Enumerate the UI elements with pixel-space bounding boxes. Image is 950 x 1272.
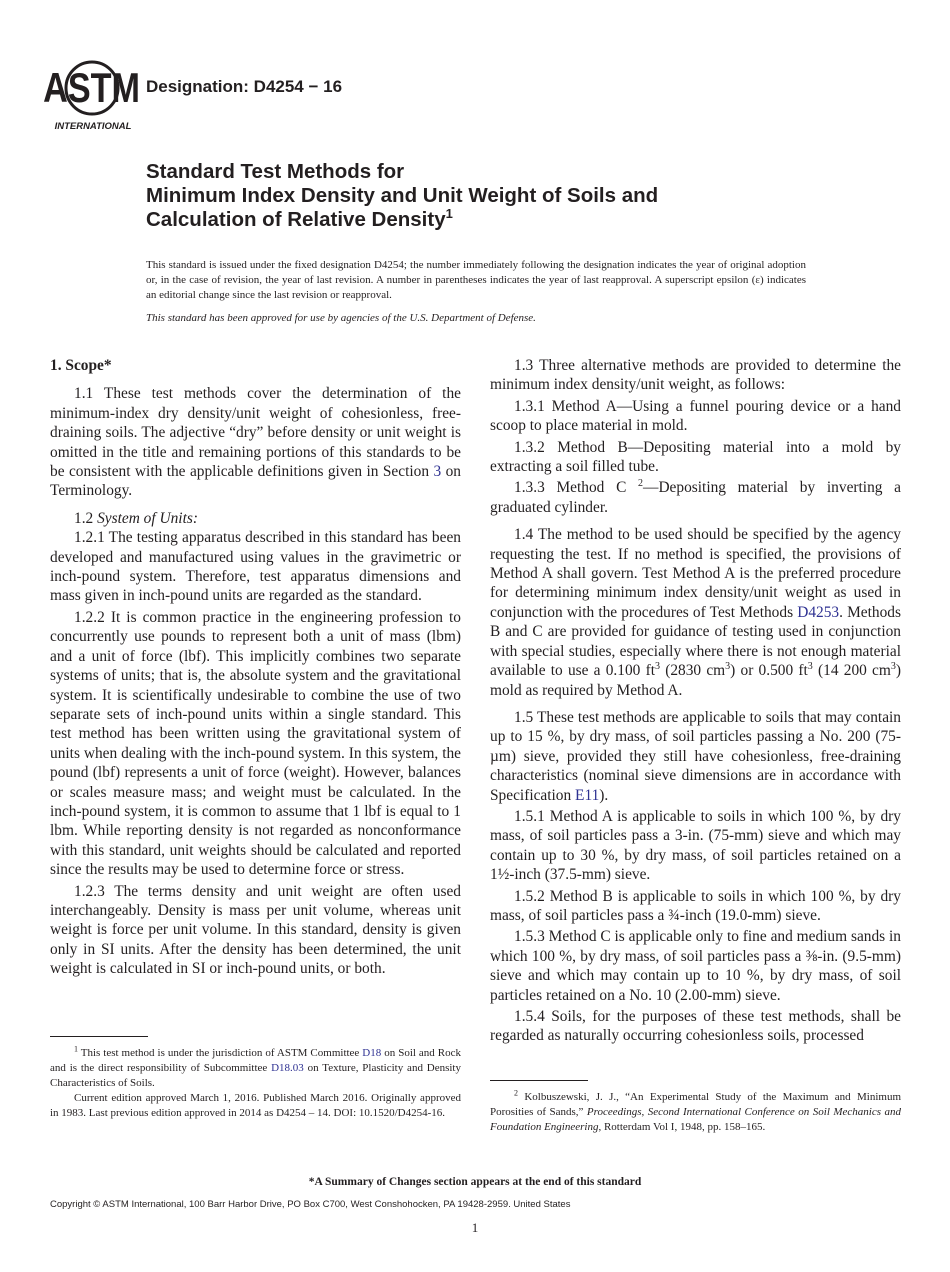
designation: Designation: D4254 − 16 [146,77,343,96]
text: ) or 0.500 ft [730,662,808,680]
text: 1.5.4 Soils, for the purposes of these test methods, shall be regarded as naturally occurring cohesionless soils, processed [490,1008,901,1045]
text: (2830 cm [660,662,726,680]
text: 1.5 These test methods are applicable to soils that may contain up to 15 %, by dry mass, of soil particles passing a No. 200 (75-µm) sieve, provided they still have cohesionless, free-draining characteristics (nominal sieve dimensions are in accordance with Specification [490,708,901,804]
text: 1.2.1 The testing apparatus described in this standard has been developed and manufactured using values in the gravimetric or inch-pound system. Therefore, test apparatus dimensions and mass given in inch-pound units are regarded as the standard. [50,529,461,605]
italic-text: Proceedings, Second International Conference on Soil Mechanics and Foundation Engineering [490,1106,901,1133]
text: 1.4 The method to be used should be specified by the agency requesting the test. If no method is specified, the provisions of Method A shall govern. Test Method A is the preferred procedure for determining minimum index density/unit weight as used in conjunction with the procedures of Test Methods [490,526,901,621]
reference-link[interactable]: D18.03 [271,1062,304,1074]
footnote-ref: 3 [807,660,813,672]
italic-text: System of Units: [97,509,198,527]
text: 1.3.1 Method A—Using a funnel pouring device or a hand scoop to place material in mold. [490,397,901,435]
svg-text:ASTM: ASTM [43,64,141,112]
reference-link[interactable]: 3 [433,463,442,481]
text: 1.1 These test methods cover the determination of the minimum-index dry density/unit weight of cohesionless, free-draining soils. The adjective “dry” before density or unit weight is omitted in the title and remaining portions of this standards to be be consistent with the applicable definitions given in Section [50,385,461,481]
text: Current edition approved March 1, 2016. Published March 2016. Originally approved in 1983. Last previous edition approved in 2014 as D4254 – 14. DOI: 10.1520/D4254-16. [50,1092,461,1119]
paragraph [490,1007,901,1046]
footnotes-right [490,1090,901,1135]
reference-link[interactable]: D18 [362,1047,382,1059]
right-column [490,356,901,1046]
paragraph [50,509,461,528]
paragraph [490,708,901,805]
paragraph [50,1091,461,1121]
text: on Terminology. [50,463,461,500]
paragraph [50,882,461,979]
paragraph [50,608,461,880]
text: 1.3.3 Method C [514,479,639,497]
paragraph [490,397,901,436]
footnote-ref: 1 [74,1044,78,1054]
text: 1.2.2 It is common practice in the engineering profession to concurrently use pounds to represent both a unit of mass (lbm) and a unit of force (lbf). This implicitly combines two separate systems of units; that is, the absolute system and the gravitational system. It is scientifically undesirable to combine the use of two separate sets of inch-pound units within a single standard. This test method has been written using the gravitational system of units when dealing with the inch-pound system. In this system, the pound (lbf) represents a unit of force (weight). However, balances or scales measure mass; and weight must be calculated. In the inch-pound system, it is common to assume that 1 lbf is equal to 1 lbm. While reporting density is not regarded as nonconformance with this standard, unit weights should be calculated and reported since the results may be used to determine force or stress. [50,608,461,879]
reference-link[interactable]: E11 [575,786,600,804]
footnote-mark[interactable]: 1 [445,206,453,222]
paragraph [490,356,901,395]
paragraph [490,438,901,477]
reference-link[interactable]: D4253 [797,603,840,621]
title-line: Standard Test Methods for [146,160,405,183]
text: 1.5.3 Method C is applicable only to fine and medium sands in which 100 %, by dry mass, of soil particles pass a ⅜-in. (9.5-mm) sieve and which may contain up to 10 %, by dry mass, of soil particles retained on a No. 10 (2.00-mm) sieve. [490,928,901,1004]
paragraph [490,525,901,700]
svg-text:INTERNATIONAL: INTERNATIONAL [54,121,132,132]
paragraph [490,887,901,926]
footnote-divider [490,1080,588,1081]
text: (14 200 cm [812,662,891,680]
summary-of-changes-note: *A Summary of Changes section appears at the end of this standard [308,1176,642,1188]
text: 1.5.2 Method B is applicable to soils in which 100 %, by dry mass, of soil particles pass a ¾-inch (19.0-mm) sieve. [490,887,901,924]
left-paragraphs [50,384,461,978]
text: 1.3.2 Method B—Depositing material into a mold by extracting a soil filled tube. [490,438,901,476]
right-paragraphs [490,356,901,1046]
text: , Rotterdam Vol I, 1948, pp. 158–165. [598,1121,766,1133]
paragraph [50,1046,461,1091]
paragraph [50,384,461,500]
text: 1.5.1 Method A is applicable to soils in which 100 %, by dry mass, of soil particles pass a 3-in. (75-mm) sieve and which may contain up to 30 %, by dry mass, of soil particles retained on a 1½-inch (37.5-mm) sieve. [490,807,901,884]
text: on Soil and Rock and is the direct responsibility of Subcommittee [50,1047,461,1074]
text: 1.2 [74,509,98,527]
text: ). [599,786,609,804]
section-heading-scope: 1. Scope* [50,357,112,374]
copyright: Copyright © ASTM International, 100 Barr Harbor Drive, PO Box C700, West Conshohocken, PA 19428-2959. United States [50,1199,571,1210]
paragraph [490,1090,901,1135]
paragraph [490,807,901,885]
footnote-ref: 3 [655,660,660,672]
text: 1.3 Three alternative methods are provided to determine the minimum index density/unit weight, as follows: [490,357,901,394]
footnote-ref: 3 [890,660,896,672]
footnote-ref: 2 [514,1088,518,1098]
document-title [146,160,658,232]
dod-approval-note: This standard has been approved for use by agencies of the U.S. Department of Defense. [146,312,536,324]
text: on Texture, Plasticity and Density Characteristics of Soils. [50,1062,461,1089]
text: ) mold as required by Method A. [490,662,901,699]
issuance-note: This standard is issued under the fixed designation D4254; the number immediately following the designation indicates the year of original adoption or, in the case of revision, the year of last revision. A number in parentheses indicates the year of last reapproval. A superscript epsilon (ε) indicates an editorial change since the last revision or reapproval. [146,259,806,301]
paragraph [50,528,461,606]
footnote-divider [50,1036,148,1037]
text: —Depositing material by inverting a graduated cylinder. [490,479,902,516]
footnote-ref: 3 [725,660,731,672]
title-line: Minimum Index Density and Unit Weight of Soils and [146,184,659,207]
title-line [146,208,658,232]
title-line-text: Calculation of Relative Density [146,208,446,231]
page-number: 1 [471,1220,479,1235]
text: . Methods B and C are provided for guidance of testing used in conjunction with special studies, especially where there is not enough material available to use a 0.100 ft [490,603,901,680]
astm-logo [43,58,141,132]
footnote-ref: 2 [638,478,644,490]
paragraph [490,478,901,517]
text: Kolbuszewski, J. J., “An Experimental Study of the Maximum and Minimum Porosities of Sands,” [490,1091,901,1118]
paragraph [490,927,901,1005]
left-column [50,356,461,979]
text: 1.2.3 The terms density and unit weight are often used interchangeably. Density is mass per unit volume, whereas unit weight is force per unit volume. In this standard, density is given only in SI units. After the density has been determined, the unit weight is calculated in SI or inch-pound units, or both. [50,882,461,978]
footnotes-left [50,1046,461,1121]
text: This test method is under the jurisdiction of ASTM Committee [78,1047,363,1059]
